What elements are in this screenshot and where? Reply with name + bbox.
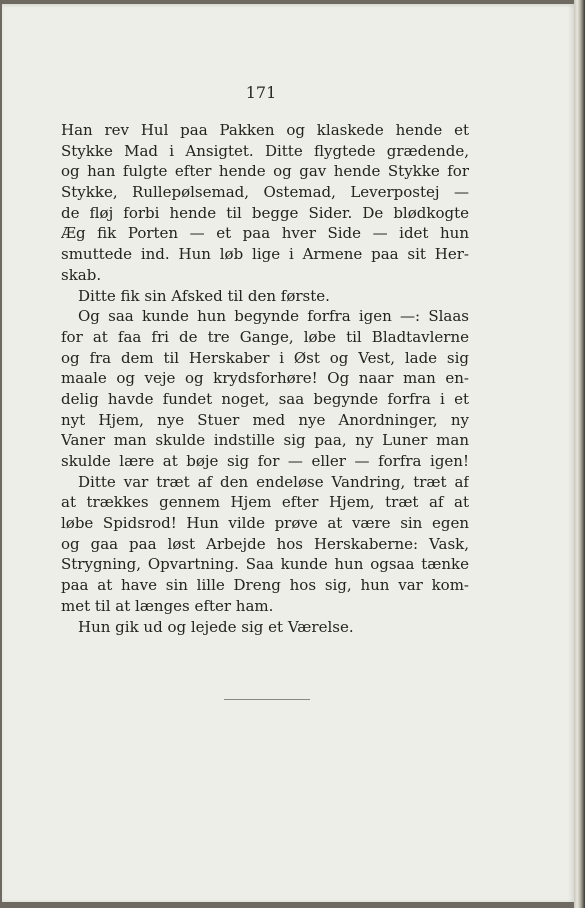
text-line: løbe Spidsrod! Hun vilde prøve at være sin egen xyxy=(61,514,469,533)
text-line: nyt Hjem, nye Stuer med nye Anordninger, ny xyxy=(61,410,469,429)
text-line: Han rev Hul paa Pakken og klaskede hende et xyxy=(61,121,469,139)
text-line: delig havde fundet noget, saa begynde forfra i et xyxy=(61,389,469,408)
text-line: skab. xyxy=(61,265,102,284)
book-spine-edge xyxy=(574,0,585,908)
page-number: 171 xyxy=(245,83,277,102)
text-line: skulde lære at bøje sig for — eller — forfra igen! xyxy=(61,452,469,470)
text-line: Ditte var træt af den endeløse Vandring, træt af xyxy=(78,472,469,491)
text-line: de fløj forbi hende til begge Sider. De blødkogte xyxy=(61,203,469,222)
text-line: og gaa paa løst Arbejde hos Herskaberne: Vask, xyxy=(61,534,469,553)
book-page xyxy=(2,4,574,902)
text-line: smuttede ind. Hun løb lige i Armene paa sit Her- xyxy=(61,245,469,264)
text-line: og fra dem til Herskaber i Øst og Vest, lade sig xyxy=(61,348,469,367)
section-divider xyxy=(224,699,310,700)
text-line: Strygning, Opvartning. Saa kunde hun ogsaa tænke xyxy=(61,555,469,574)
body-text xyxy=(61,120,469,637)
text-line: for at faa fri de tre Gange, løbe til Bladtavlerne xyxy=(61,327,469,346)
text-line: Hun gik ud og lejede sig et Værelse. xyxy=(78,617,354,636)
text-line: at trækkes gennem Hjem efter Hjem, træt af at xyxy=(61,493,469,512)
text-line: og han fulgte efter hende og gav hende Stykke for xyxy=(61,162,469,181)
text-line: maale og veje og krydsforhøre! Og naar man en- xyxy=(61,369,469,388)
text-line: paa at have sin lille Dreng hos sig, hun var kom- xyxy=(61,576,469,595)
text-line: Ditte fik sin Afsked til den første. xyxy=(78,286,330,305)
text-line: Vaner man skulde indstille sig paa, ny Luner man xyxy=(61,431,469,450)
text-line: Stykke, Rullepølsemad, Ostemad, Leverpostej — xyxy=(61,183,469,202)
text-line: Stykke Mad i Ansigtet. Ditte flygtede grædende, xyxy=(61,141,469,160)
text-line: Og saa kunde hun begynde forfra igen —: Slaas xyxy=(78,307,469,326)
text-line: Æg fik Porten — et paa hver Side — idet hun xyxy=(61,224,469,243)
text-line: met til at længes efter ham. xyxy=(61,596,274,615)
